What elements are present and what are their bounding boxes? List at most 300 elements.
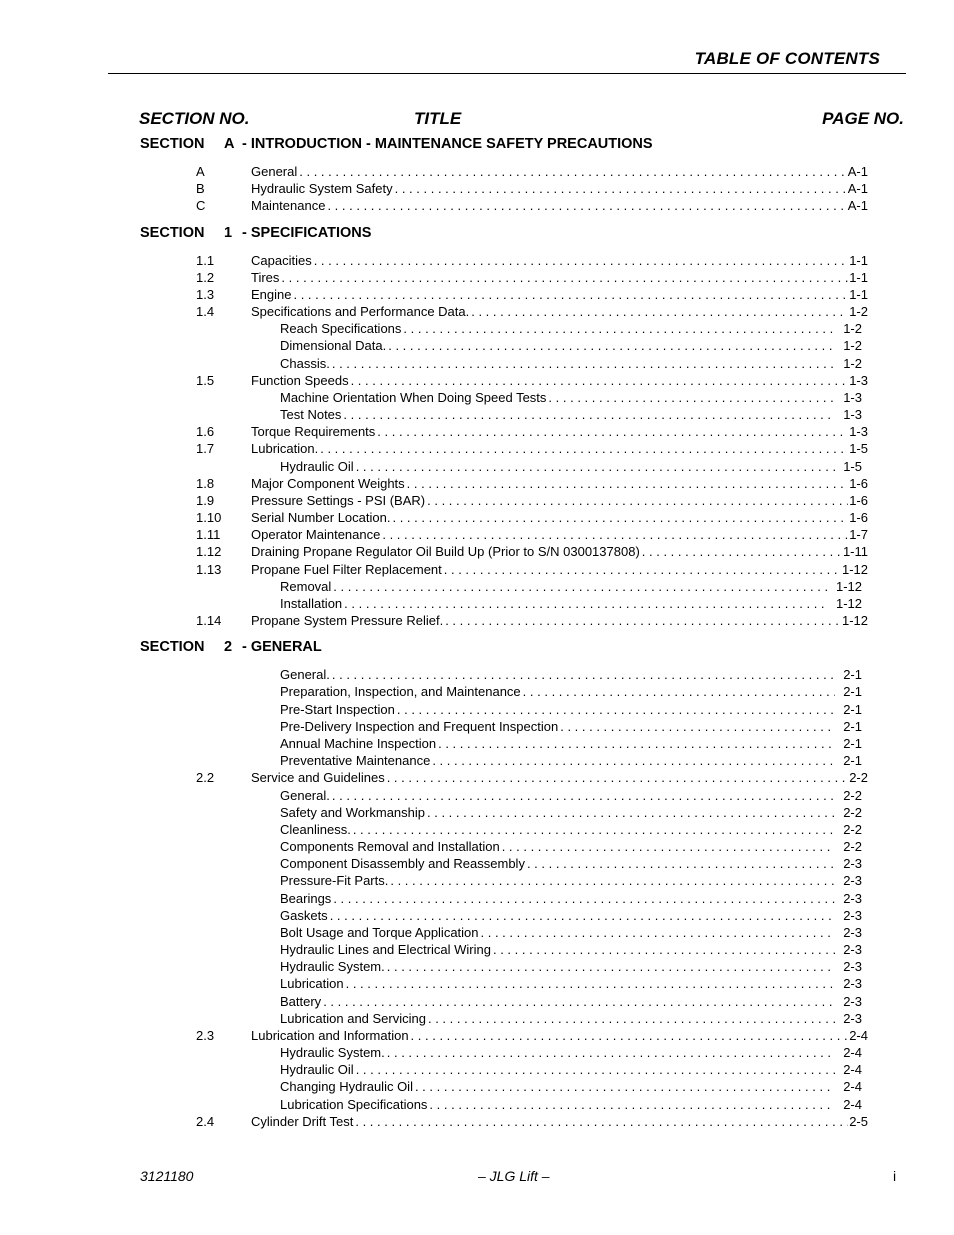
toc-entry[interactable] [0,1096,954,1113]
dot-leader [395,180,847,197]
entry-number: 1.4 [196,304,215,320]
entry-title: General. [280,667,330,683]
toc-entry[interactable] [0,907,954,924]
toc-entry[interactable] [0,303,954,320]
entry-page-number: 2-1 [843,701,862,717]
entry-line [280,595,862,612]
entry-page-number: 2-1 [843,718,862,734]
entry-page-number: 1-12 [841,613,868,629]
entry-line [251,769,868,786]
toc-entry[interactable] [0,752,954,769]
entry-page-number: 2-2 [843,804,862,820]
entry-line [280,578,862,595]
entry-line [251,286,868,303]
entry-line [280,941,862,958]
toc-entry[interactable] [0,735,954,752]
dot-leader [343,406,835,423]
dot-leader [387,958,835,975]
entry-page-number: 2-3 [843,942,862,958]
entry-number: 1.11 [196,527,221,543]
entry-line [280,1010,862,1027]
dot-leader [429,1096,835,1113]
entry-page-number: 2-3 [843,856,862,872]
entry-line [280,804,862,821]
page-footer [0,1168,954,1188]
dot-leader [353,821,835,838]
toc-entry[interactable] [0,1078,954,1095]
dot-leader [427,492,848,509]
toc-entry[interactable] [0,769,954,786]
toc-entry[interactable] [0,163,954,180]
entry-title: Lubrication Specifications [280,1096,428,1112]
entry-number: 2.3 [196,1027,215,1043]
section-label: SECTION [140,136,205,152]
toc-entry[interactable] [0,440,954,457]
entry-page-number: 1-2 [843,338,862,354]
entry-line [280,838,862,855]
entry-number: 1.13 [196,561,222,577]
dot-leader [427,804,835,821]
section-label: SECTION [140,224,205,241]
entry-line [280,993,862,1010]
entry-title: Bolt Usage and Torque Application [280,924,479,940]
entry-page-number: 1-5 [849,441,868,457]
entry-page-number: 2-3 [843,993,862,1009]
toc-entry[interactable] [0,958,954,975]
entry-title: Hydraulic System. [280,1045,385,1061]
entry-title: Capacities [251,252,312,268]
toc-entry[interactable] [0,701,954,718]
entry-line [251,252,868,269]
entry-number: 1.9 [196,492,215,508]
running-title: TABLE OF CONTENTS [694,49,880,68]
toc-entry[interactable] [0,509,954,526]
entry-title: Pre-Delivery Inspection and Frequent Inspection [280,718,559,734]
entry-line [280,701,862,718]
toc-entry[interactable] [0,941,954,958]
section-title: - INTRODUCTION - MAINTENANCE SAFETY PRECAUTIONS [242,136,653,152]
entry-line [251,372,868,389]
toc-entry[interactable] [0,718,954,735]
entry-title: Battery [280,993,322,1009]
section-number: 2 [224,639,233,656]
entry-page-number: 1-5 [843,458,862,474]
dot-leader [397,701,835,718]
entry-page-number: 2-3 [843,1010,862,1026]
dot-leader [351,372,849,389]
entry-page-number: 2-3 [843,873,862,889]
entry-line [251,1027,868,1044]
entry-page-number: 2-3 [843,890,862,906]
dot-leader [407,475,849,492]
entry-title: Installation [280,595,343,611]
entry-page-number: 2-1 [843,735,862,751]
entry-number: 1.1 [196,252,215,268]
entry-title: Annual Machine Inspection [280,735,437,751]
dot-leader [642,543,842,560]
entry-page-number: 2-3 [843,907,862,923]
entry-line [280,958,862,975]
dot-leader [332,787,835,804]
entry-page-number: 2-2 [849,770,868,786]
entry-title: Cylinder Drift Test [251,1113,354,1129]
entry-number: 1.5 [196,372,215,388]
dot-leader [390,872,835,889]
entry-title: Component Disassembly and Reassembly [280,856,525,872]
toc-entry[interactable] [0,838,954,855]
entry-number: 2.4 [196,1113,215,1129]
entry-page-number: 1-6 [849,492,868,508]
entry-title: Hydraulic Oil [280,458,354,474]
dot-leader [355,1113,848,1130]
toc-entry[interactable] [0,872,954,889]
entry-page-number: A-1 [847,164,868,179]
section-entries [0,161,954,223]
dot-leader [438,735,835,752]
toc-entry[interactable] [0,526,954,543]
entry-line [280,855,862,872]
entry-line [251,423,868,440]
toc-entry[interactable] [0,1010,954,1027]
toc-entry[interactable] [0,543,954,560]
toc-entry[interactable] [0,683,954,700]
entry-number: 1.14 [196,613,222,629]
entry-title: Hydraulic Oil [280,1062,354,1078]
dot-leader [314,252,849,269]
dot-leader [387,769,849,786]
entry-page-number: 1-11 [842,544,868,560]
dot-leader [332,355,835,372]
entry-page-number: 2-1 [843,753,862,769]
entry-line [280,683,862,700]
dot-leader [333,578,828,595]
dot-leader [403,320,835,337]
entry-page-number: 2-5 [849,1113,868,1129]
entry-page-number: 2-2 [843,821,862,837]
entry-page-number: 2-4 [843,1045,862,1061]
entry-line [280,320,862,337]
entry-title: Bearings [280,890,332,906]
column-header-title: TITLE [414,109,462,128]
entry-line [251,269,868,286]
entry-line [280,406,862,423]
entry-number: 1.6 [196,424,215,440]
toc-entry[interactable] [0,804,954,821]
entry-title: Pre-Start Inspection [280,701,395,717]
toc-entry[interactable] [0,372,954,389]
toc-entry[interactable] [0,821,954,838]
toc-entry[interactable] [0,993,954,1010]
entry-page-number: 2-4 [849,1027,868,1043]
entry-page-number: 2-3 [843,976,862,992]
dot-leader [493,941,835,958]
entry-page-number: 2-2 [843,787,862,803]
section-number: A [224,136,235,152]
entry-page-number: 1-6 [849,510,868,526]
header-rule [108,73,906,74]
toc-entry[interactable] [0,423,954,440]
entry-line [280,389,862,406]
entry-page-number: 1-1 [849,286,868,302]
entry-number: C [196,198,206,214]
entry-line [280,718,862,735]
entry-title: Chassis. [280,355,330,371]
toc-entry[interactable] [0,1061,954,1078]
entry-title: Lubrication and Servicing [280,1010,426,1026]
entry-line [251,180,868,197]
entry-page-number: 1-7 [849,527,868,543]
toc-entry[interactable] [0,595,954,612]
column-header-section: SECTION NO. [139,109,250,128]
entry-line [251,303,868,320]
entry-number: 1.2 [196,269,215,285]
entry-line [280,787,862,804]
toc-entry[interactable] [0,924,954,941]
entry-page-number: 1-3 [843,389,862,405]
dot-leader [299,163,847,180]
entry-title: Torque Requirements [251,424,376,440]
entry-number: A [196,164,205,179]
toc-entry[interactable] [0,389,954,406]
dot-leader [382,526,848,543]
entry-title: Engine [251,286,292,302]
entry-line [280,1078,862,1095]
entry-line [280,666,862,683]
section-title: - SPECIFICATIONS [242,224,372,241]
dot-leader [527,855,835,872]
entry-title: Draining Propane Regulator Oil Build Up (Prior to S/N 0300137808) [251,544,640,560]
entry-title: Operator Maintenance [251,527,381,543]
dot-leader [411,1027,849,1044]
section-label: SECTION [140,639,205,656]
entry-title: Service and Guidelines [251,770,385,786]
dot-leader [344,595,828,612]
entry-title: General [251,164,298,179]
dot-leader [415,1078,835,1095]
entry-page-number: 2-4 [843,1062,862,1078]
toc-entry[interactable] [0,355,954,372]
entry-title: Removal [280,578,332,594]
section-entries [0,250,954,638]
entry-page-number: 1-1 [849,269,868,285]
entry-title: Tires [251,269,280,285]
entry-line [251,197,868,214]
entry-page-number: 2-4 [843,1079,862,1095]
entry-line [251,526,868,543]
toc-entry[interactable] [0,561,954,578]
entry-page-number: A-1 [847,181,868,197]
entry-title: Reach Specifications [280,321,402,337]
entry-line [251,1113,868,1130]
toc-entry[interactable] [0,337,954,354]
toc-entry[interactable] [0,578,954,595]
entry-page-number: 1-3 [849,372,868,388]
entry-title: Lubrication. [251,441,319,457]
dot-leader [330,907,836,924]
entry-title: Hydraulic Lines and Electrical Wiring [280,942,491,958]
entry-page-number: 1-12 [841,561,868,577]
entry-title: Serial Number Location. [251,510,391,526]
entry-title: Lubrication [280,976,344,992]
entry-line [280,1044,862,1061]
toc-entry[interactable] [0,612,954,629]
entry-line [280,890,862,907]
dot-leader [444,561,841,578]
dot-leader [388,337,835,354]
toc-entry[interactable] [0,197,954,214]
entry-title: Lubrication and Information [251,1027,409,1043]
entry-page-number: A-1 [847,198,868,214]
entry-line [251,509,868,526]
dot-leader [481,924,836,941]
toc-entry[interactable] [0,286,954,303]
entry-title: Propane Fuel Filter Replacement [251,561,442,577]
entry-title: Gaskets [280,907,328,923]
footer-page-number: i [893,1168,897,1184]
toc-entry[interactable] [0,458,954,475]
footer-doc-number: 3121180 [140,1168,194,1184]
entry-title: Dimensional Data. [280,338,387,354]
entry-title: Preparation, Inspection, and Maintenance [280,684,521,700]
entry-page-number: 1-2 [849,304,868,320]
entry-line [280,975,862,992]
entry-title: Pressure-Fit Parts. [280,873,389,889]
entry-title: Machine Orientation When Doing Speed Tests [280,389,547,405]
toc-entry[interactable] [0,320,954,337]
dot-leader [281,269,848,286]
entry-number: 1.12 [196,544,222,560]
entry-line [280,872,862,889]
section-number: 1 [224,224,233,241]
toc-entry[interactable] [0,975,954,992]
entry-title: Specifications and Performance Data. [251,304,470,320]
dot-leader [392,509,848,526]
dot-leader [356,458,836,475]
toc-entry[interactable] [0,475,954,492]
entry-title: Cleanliness. [280,821,351,837]
toc-entry[interactable] [0,1027,954,1044]
entry-line [251,561,868,578]
toc-entry[interactable] [0,252,954,269]
dot-leader [471,303,848,320]
dot-leader [333,890,835,907]
entry-page-number: 1-2 [843,355,862,371]
entry-number: 1.3 [196,286,215,302]
entry-line [251,440,868,457]
entry-line [251,492,868,509]
toc-entry[interactable] [0,1113,954,1130]
entry-page-number: 2-3 [843,959,862,975]
entry-page-number: 1-1 [849,252,868,268]
column-headers [0,109,954,131]
entry-line [251,475,868,492]
entry-title: Preventative Maintenance [280,753,431,769]
entry-line [280,735,862,752]
entry-line [280,1096,862,1113]
table-of-contents [0,134,954,1138]
dot-leader [445,612,841,629]
entry-title: Maintenance [251,198,326,214]
entry-number: 1.8 [196,475,215,491]
toc-entry[interactable] [0,855,954,872]
entry-title: Pressure Settings - PSI (BAR) [251,492,426,508]
toc-entry[interactable] [0,269,954,286]
section-entries [0,664,954,1138]
entry-number: 2.2 [196,770,215,786]
dot-leader [323,993,835,1010]
entry-title: Test Notes [280,407,342,423]
entry-title: Safety and Workmanship [280,804,425,820]
entry-line [280,1061,862,1078]
footer-publisher: – JLG Lift – [478,1168,550,1184]
entry-page-number: 2-1 [843,667,862,683]
section-title: - GENERAL [242,639,322,656]
dot-leader [293,286,848,303]
entry-title: Function Speeds [251,372,349,388]
dot-leader [332,666,835,683]
entry-line [280,907,862,924]
entry-line [280,337,862,354]
entry-page-number: 2-2 [843,839,862,855]
entry-title: Changing Hydraulic Oil [280,1079,413,1095]
section-heading [0,637,954,664]
toc-entry[interactable] [0,180,954,197]
entry-title: Components Removal and Installation [280,839,500,855]
dot-leader [432,752,835,769]
dot-leader [377,423,848,440]
section-heading [0,134,954,161]
entry-page-number: 2-4 [843,1096,862,1112]
dot-leader [327,197,846,214]
dot-leader [387,1044,835,1061]
entry-page-number: 2-1 [843,684,862,700]
entry-page-number: 1-12 [835,595,862,611]
entry-line [251,612,868,629]
entry-page-number: 1-2 [843,321,862,337]
toc-entry[interactable] [0,787,954,804]
entry-title: General. [280,787,330,803]
toc-entry[interactable] [0,1044,954,1061]
entry-number: 1.7 [196,441,215,457]
entry-page-number: 1-6 [849,475,868,491]
toc-entry[interactable] [0,406,954,423]
entry-line [280,752,862,769]
entry-line [280,355,862,372]
dot-leader [523,683,836,700]
dot-leader [502,838,836,855]
entry-line [251,163,868,180]
dot-leader [548,389,835,406]
dot-leader [320,440,848,457]
entry-page-number: 1-3 [849,424,868,440]
toc-entry[interactable] [0,890,954,907]
entry-number: B [196,181,205,197]
entry-line [280,924,862,941]
dot-leader [560,718,835,735]
entry-title: Major Component Weights [251,475,405,491]
dot-leader [428,1010,835,1027]
entry-title: Propane System Pressure Relief. [251,613,444,629]
column-header-page: PAGE NO. [822,109,904,128]
dot-leader [356,1061,836,1078]
toc-entry[interactable] [0,492,954,509]
toc-entry[interactable] [0,666,954,683]
entry-page-number: 2-3 [843,924,862,940]
entry-number: 1.10 [196,510,222,526]
entry-title: Hydraulic System. [280,959,385,975]
entry-title: Hydraulic System Safety [251,181,393,197]
entry-page-number: 1-3 [843,407,862,423]
